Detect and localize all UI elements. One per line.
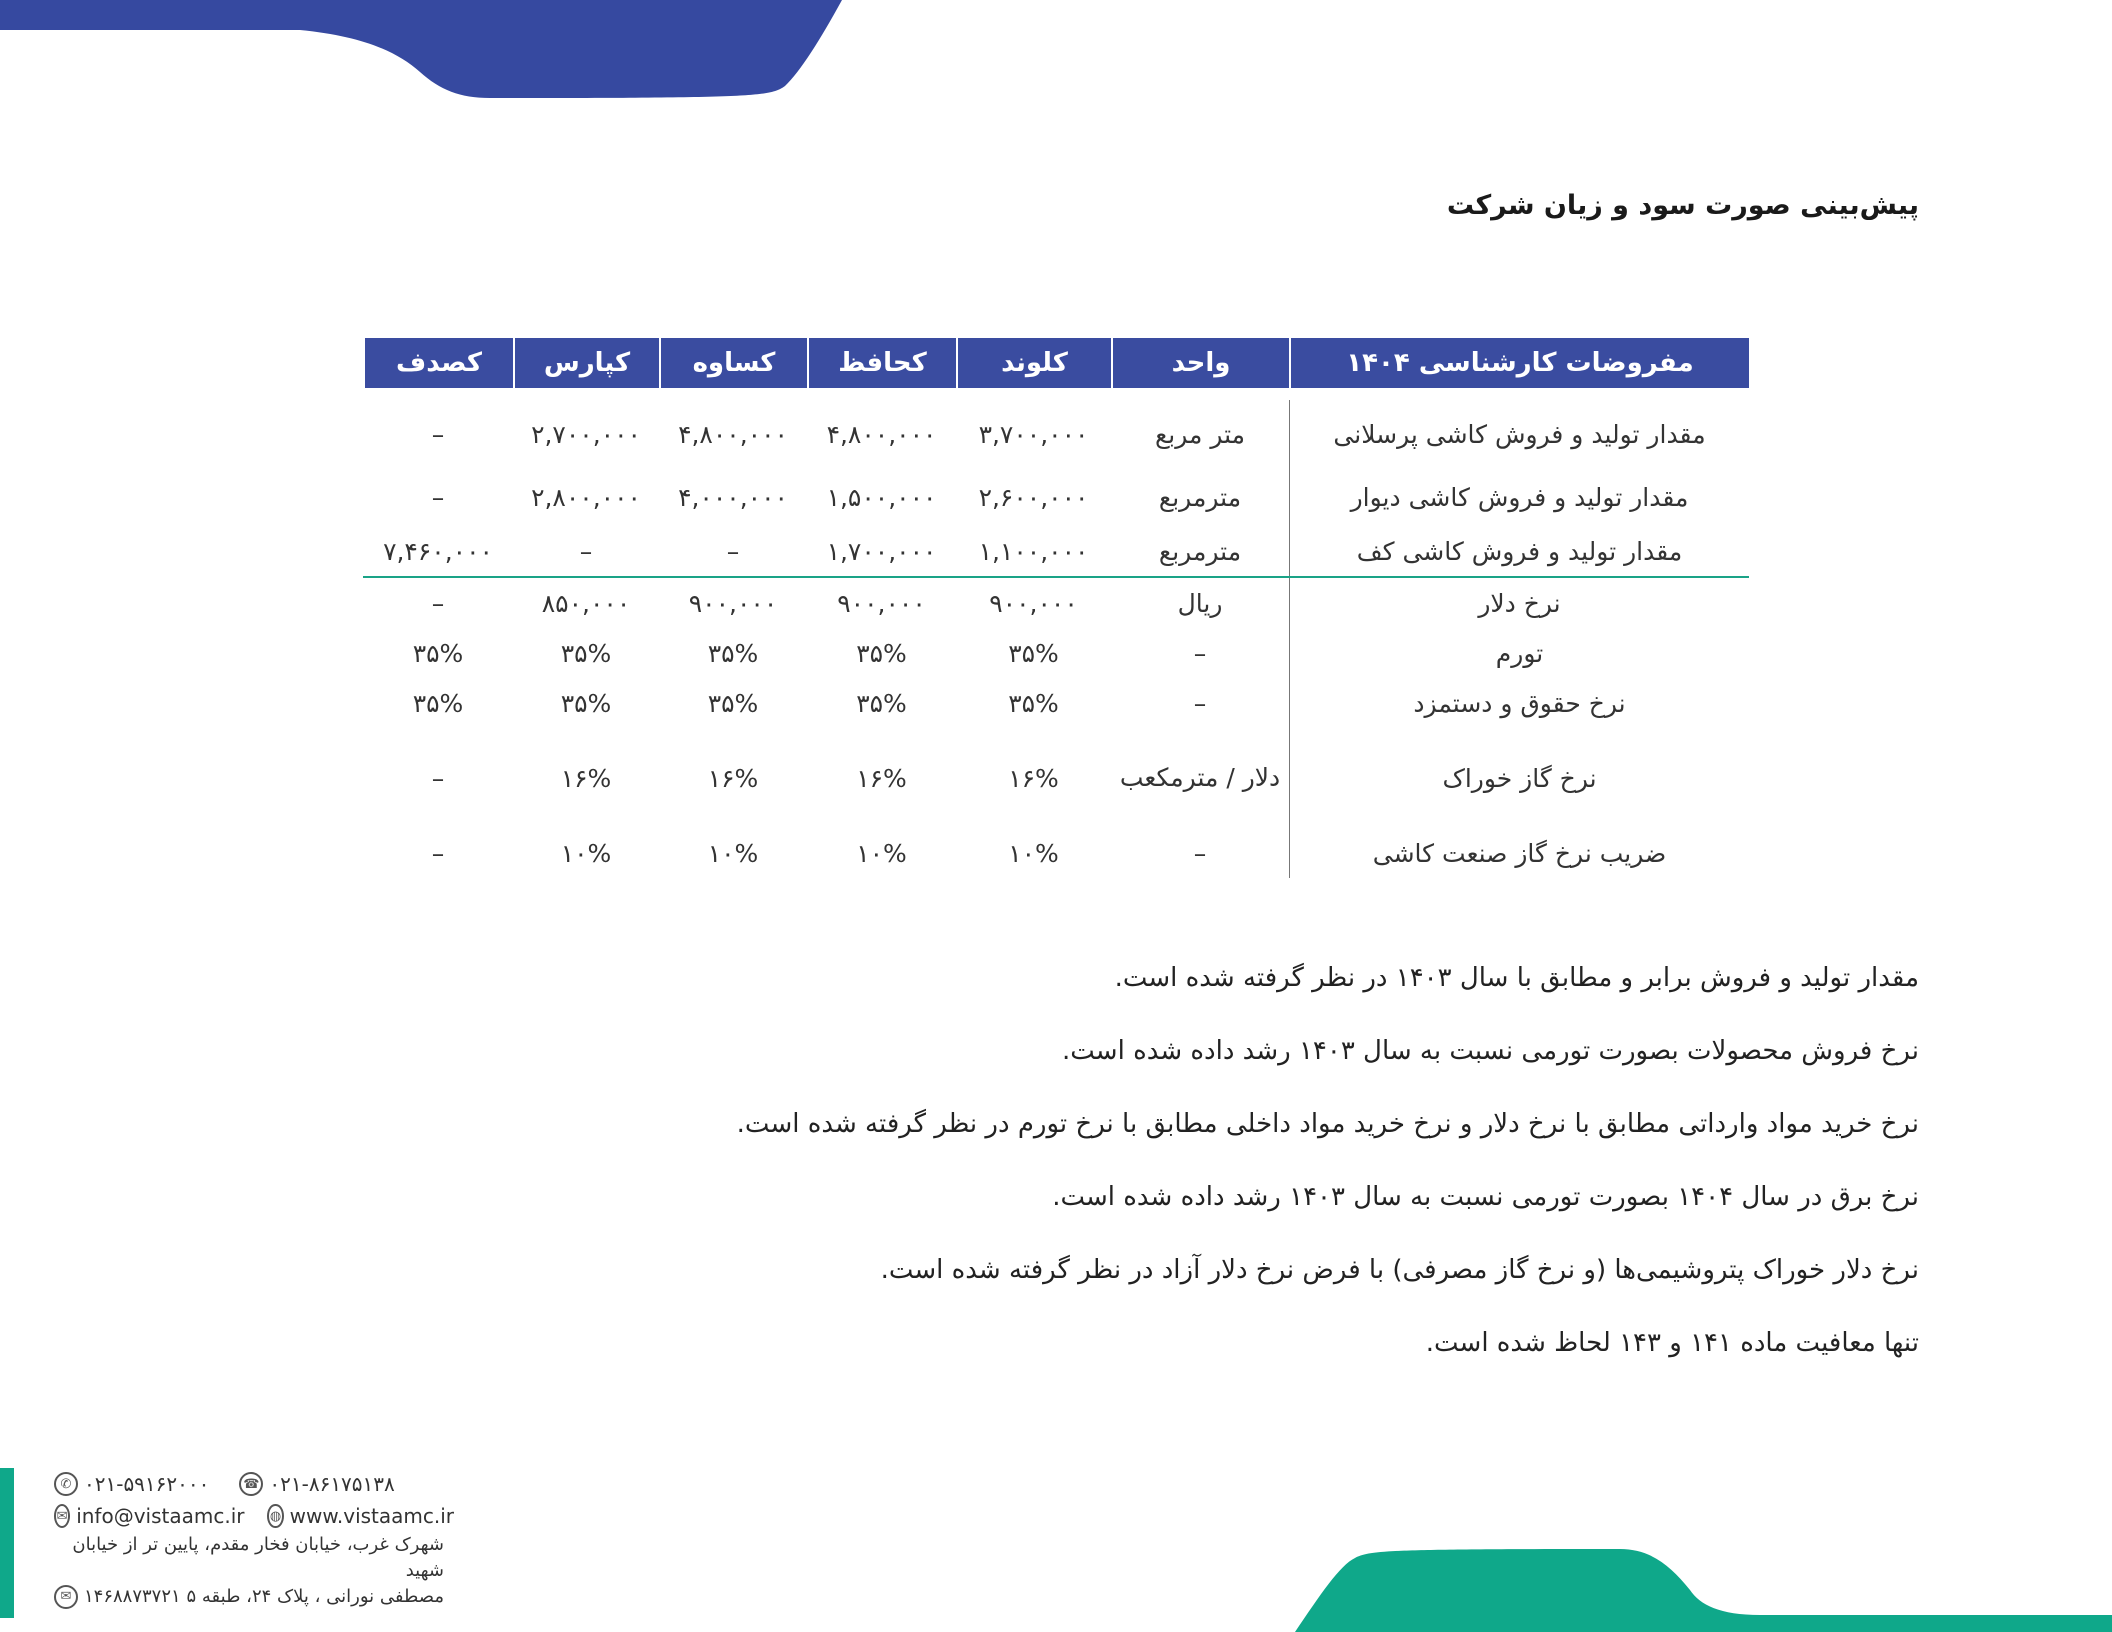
- phone-number-1[interactable]: ۰۲۱-۸۶۱۷۵۱۳۸: [269, 1472, 395, 1496]
- phone-icon: ✆: [54, 1472, 78, 1496]
- cell-khafez: ۱۰%: [856, 838, 907, 868]
- email-link[interactable]: info@vistaamc.ir: [76, 1504, 245, 1528]
- cell-kloond: ۱۰%: [1008, 838, 1059, 868]
- cell-ksadaf: ۳۵%: [412, 638, 464, 668]
- web-row: [54, 1500, 454, 1532]
- row-unit: دلار / مترمکعب: [1119, 763, 1281, 792]
- cell-kpars: ۳۵%: [560, 638, 612, 668]
- cell-ksaveh: ۴,۰۰۰,۰۰۰: [678, 482, 788, 512]
- address-line-2: مصطفی نورانی ، پلاک ۲۴، طبقه ۵: [186, 1586, 444, 1607]
- row-label: نرخ دلار: [1289, 578, 1749, 628]
- phone-number-2[interactable]: ۰۲۱-۵۹۱۶۲۰۰۰: [84, 1472, 210, 1496]
- note-item: نرخ دلار خوراک پتروشیمی‌ها (و نرخ گاز مصرفی) با فرض نرخ دلار آزاد در نظر گرفته شده است.: [880, 1255, 1919, 1285]
- postal-code: ۱۴۶۸۸۷۳۷۲۱: [84, 1586, 181, 1607]
- note-item: نرخ فروش محصولات بصورت تورمی نسبت به سال ۱۴۰۳ رشد داده شده است.: [1062, 1036, 1919, 1066]
- cell-ksadaf: –: [431, 482, 445, 512]
- phone-row: [54, 1468, 454, 1500]
- row-label: مقدار تولید و فروش کاشی پرسلانی: [1289, 400, 1749, 468]
- table-row: [363, 678, 1749, 728]
- header-assumptions: مفروضات کارشناسی ۱۴۰۴: [1289, 338, 1749, 388]
- postal-icon: ✉: [54, 1585, 78, 1609]
- header-unit: واحد: [1111, 338, 1289, 388]
- row-unit: مترمربع: [1158, 482, 1242, 512]
- table-header: [363, 338, 1749, 388]
- note-item: تنها معافیت ماده ۱۴۱ و ۱۴۳ لحاظ شده است.: [1425, 1328, 1919, 1358]
- table-row: [363, 388, 1749, 468]
- address-line-1: شهرک غرب، خیابان فخار مقدم، پایین تر از خیابان شهید: [72, 1534, 444, 1581]
- cell-khafez: ۹۰۰,۰۰۰: [837, 588, 926, 618]
- cell-kloond: ۳۵%: [1008, 688, 1059, 718]
- table-row: [363, 628, 1749, 678]
- row-unit: –: [1193, 688, 1207, 718]
- cell-ksaveh: ۱۶%: [707, 763, 759, 793]
- row-unit: –: [1193, 638, 1207, 668]
- cell-ksadaf: ۳۵%: [412, 688, 464, 718]
- row-label: مقدار تولید و فروش کاشی دیوار: [1289, 468, 1749, 526]
- note-item: نرخ خرید مواد وارداتی مطابق با نرخ دلار و نرخ خرید مواد داخلی مطابق با نرخ تورم در نظر گرفته شده است.: [736, 1109, 1919, 1139]
- cell-ksadaf: –: [431, 419, 445, 449]
- table-row: [363, 828, 1749, 878]
- row-unit: ریال: [1177, 588, 1223, 618]
- cell-khafez: ۳۵%: [856, 638, 907, 668]
- header-ksaveh: کساوه: [659, 338, 807, 388]
- cell-kpars: ۳۵%: [560, 688, 612, 718]
- cell-khafez: ۳۵%: [856, 688, 907, 718]
- cell-ksadaf: –: [431, 588, 445, 618]
- row-label: تورم: [1289, 628, 1749, 678]
- cell-kpars: ۱۰%: [560, 838, 612, 868]
- globe-icon: ◍: [267, 1504, 283, 1528]
- cell-kpars: ۲,۸۰۰,۰۰۰: [531, 482, 641, 512]
- email-icon: ✉: [54, 1504, 70, 1528]
- row-unit: متر مربع: [1154, 419, 1246, 449]
- cell-ksaveh: ۳۵%: [707, 638, 759, 668]
- footer-green-bar: [0, 1468, 14, 1618]
- cell-kpars: ۲,۷۰۰,۰۰۰: [531, 419, 641, 449]
- row-label: مقدار تولید و فروش کاشی کف: [1289, 526, 1749, 576]
- table-row: [363, 526, 1749, 576]
- cell-ksaveh: ۴,۸۰۰,۰۰۰: [678, 419, 788, 449]
- cell-khafez: ۱,۵۰۰,۰۰۰: [826, 482, 937, 512]
- cell-kpars: –: [579, 536, 593, 566]
- table-row: [363, 468, 1749, 526]
- cell-ksaveh: –: [726, 536, 740, 566]
- cell-ksadaf: –: [431, 838, 445, 868]
- cell-ksadaf: ۷,۴۶۰,۰۰۰: [383, 536, 493, 566]
- note-item: نرخ برق در سال ۱۴۰۴ بصورت تورمی نسبت به سال ۱۴۰۳ رشد داده شده است.: [1052, 1182, 1919, 1212]
- assumption-notes: [619, 950, 1919, 1388]
- cell-ksaveh: ۹۰۰,۰۰۰: [688, 588, 778, 618]
- address: [54, 1532, 444, 1610]
- assumptions-table: [363, 338, 1749, 878]
- row-unit: مترمربع: [1158, 536, 1242, 566]
- contact-block: [54, 1468, 454, 1610]
- table-row: [363, 728, 1749, 828]
- row-label: نرخ گاز خوراک: [1289, 728, 1749, 828]
- cell-kloond: ۱۶%: [1008, 763, 1059, 793]
- cell-kloond: ۹۰۰,۰۰۰: [989, 588, 1078, 618]
- cell-khafez: ۱,۷۰۰,۰۰۰: [826, 536, 937, 566]
- header-kpars: کپارس: [513, 338, 659, 388]
- table-row: [363, 578, 1749, 628]
- row-unit: –: [1193, 838, 1207, 868]
- header-khafez: کحافظ: [807, 338, 956, 388]
- page-title: پیش‌بینی صورت سود و زیان شرکت: [1446, 190, 1919, 221]
- cell-kpars: ۱۶%: [560, 763, 612, 793]
- cell-ksadaf: –: [431, 763, 445, 793]
- cell-khafez: ۴,۸۰۰,۰۰۰: [826, 419, 937, 449]
- row-label: ضریب نرخ گاز صنعت کاشی: [1289, 828, 1749, 878]
- row-label: نرخ حقوق و دستمزد: [1289, 678, 1749, 728]
- cell-kloond: ۲,۶۰۰,۰۰۰: [978, 482, 1089, 512]
- header-kloond: کلوند: [956, 338, 1111, 388]
- cell-kloond: ۳۵%: [1008, 638, 1059, 668]
- cell-khafez: ۱۶%: [856, 763, 907, 793]
- cell-ksaveh: ۱۰%: [707, 838, 759, 868]
- header-ksadaf: کصدف: [363, 338, 513, 388]
- cell-kloond: ۱,۱۰۰,۰۰۰: [978, 536, 1089, 566]
- note-item: مقدار تولید و فروش برابر و مطابق با سال ۱۴۰۳ در نظر گرفته شده است.: [1114, 963, 1919, 993]
- cell-kloond: ۳,۷۰۰,۰۰۰: [978, 419, 1089, 449]
- website-link[interactable]: www.vistaamc.ir: [289, 1504, 455, 1528]
- cell-kpars: ۸۵۰,۰۰۰: [541, 588, 631, 618]
- cell-ksaveh: ۳۵%: [707, 688, 759, 718]
- telephone-icon: ☎: [239, 1472, 263, 1496]
